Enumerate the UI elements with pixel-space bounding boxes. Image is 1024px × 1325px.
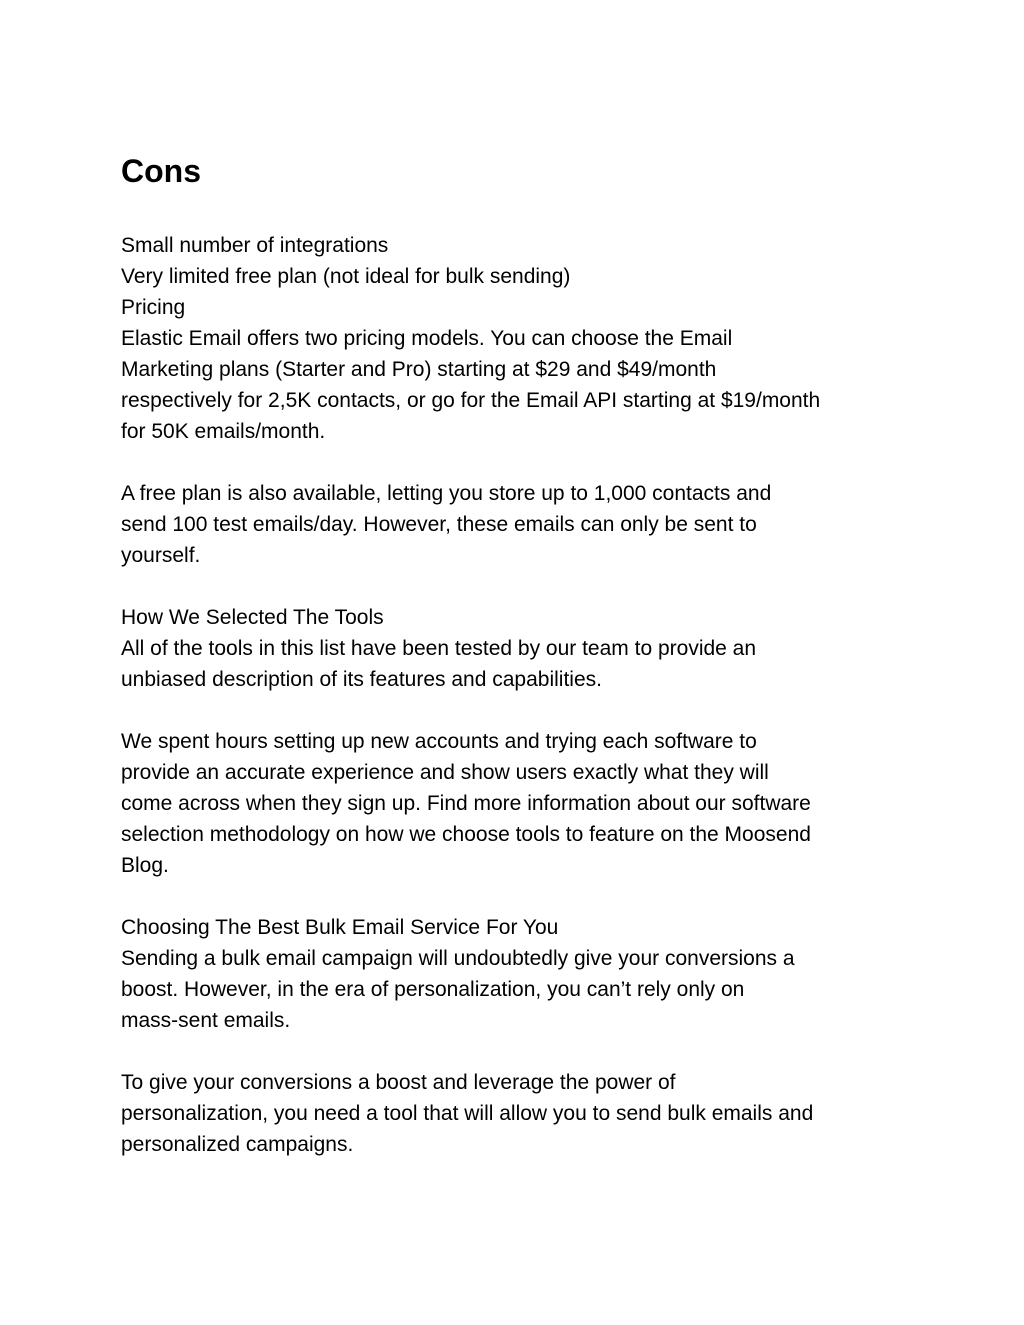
paragraph-line: personalization, you need a tool that will allow you to send bulk emails and <box>121 1102 814 1125</box>
paragraph-line: We spent hours setting up new accounts and trying each software to <box>121 730 757 753</box>
cons-list <box>121 230 921 292</box>
choosing-title: Choosing The Best Bulk Email Service For You <box>121 916 559 939</box>
selection-title: How We Selected The Tools <box>121 606 384 629</box>
paragraph-spacer <box>121 695 921 726</box>
document-page <box>121 148 921 1160</box>
section-spacer <box>121 881 921 912</box>
paragraph-line: selection methodology on how we choose tools to feature on the Moosend <box>121 823 811 846</box>
paragraph-line: respectively for 2,5K contacts, or go for the Email API starting at $19/month <box>121 389 821 412</box>
paragraph-spacer <box>121 1036 921 1067</box>
choosing-section <box>121 912 921 1160</box>
paragraph-line: To give your conversions a boost and leverage the power of <box>121 1071 676 1094</box>
paragraph-line: All of the tools in this list have been tested by our team to provide an <box>121 637 757 660</box>
pricing-title: Pricing <box>121 296 186 319</box>
paragraph-line: for 50K emails/month. <box>121 420 326 443</box>
paragraph-line: A free plan is also available, letting you store up to 1,000 contacts and <box>121 482 772 505</box>
section-spacer <box>121 571 921 602</box>
paragraph-line: yourself. <box>121 544 201 567</box>
choosing-paragraph <box>121 943 921 1036</box>
pricing-section <box>121 292 921 571</box>
selection-paragraph <box>121 633 921 695</box>
methodology-paragraph <box>121 726 921 881</box>
paragraph-line: come across when they sign up. Find more information about our software <box>121 792 811 815</box>
cons-item: Small number of integrations <box>121 234 389 257</box>
free-plan-paragraph <box>121 478 921 571</box>
paragraph-spacer <box>121 447 921 478</box>
paragraph-line: boost. However, in the era of personalization, you can’t rely only on <box>121 978 745 1001</box>
paragraph-line: Elastic Email offers two pricing models. You can choose the Email <box>121 327 733 350</box>
paragraph-line: unbiased description of its features and capabilities. <box>121 668 602 691</box>
paragraph-line: provide an accurate experience and show users exactly what they will <box>121 761 769 784</box>
paragraph-line: Sending a bulk email campaign will undoubtedly give your conversions a <box>121 947 795 970</box>
paragraph-line: personalized campaigns. <box>121 1133 354 1156</box>
paragraph-line: Marketing plans (Starter and Pro) starting at $29 and $49/month <box>121 358 717 381</box>
cons-item: Very limited free plan (not ideal for bulk sending) <box>121 265 571 288</box>
pricing-paragraph <box>121 323 921 447</box>
paragraph-line: Blog. <box>121 854 169 877</box>
cons-heading: Cons <box>121 153 201 189</box>
selection-section <box>121 602 921 881</box>
paragraph-line: send 100 test emails/day. However, these emails can only be sent to <box>121 513 757 536</box>
paragraph-line: mass-sent emails. <box>121 1009 291 1032</box>
personalization-paragraph <box>121 1067 921 1160</box>
